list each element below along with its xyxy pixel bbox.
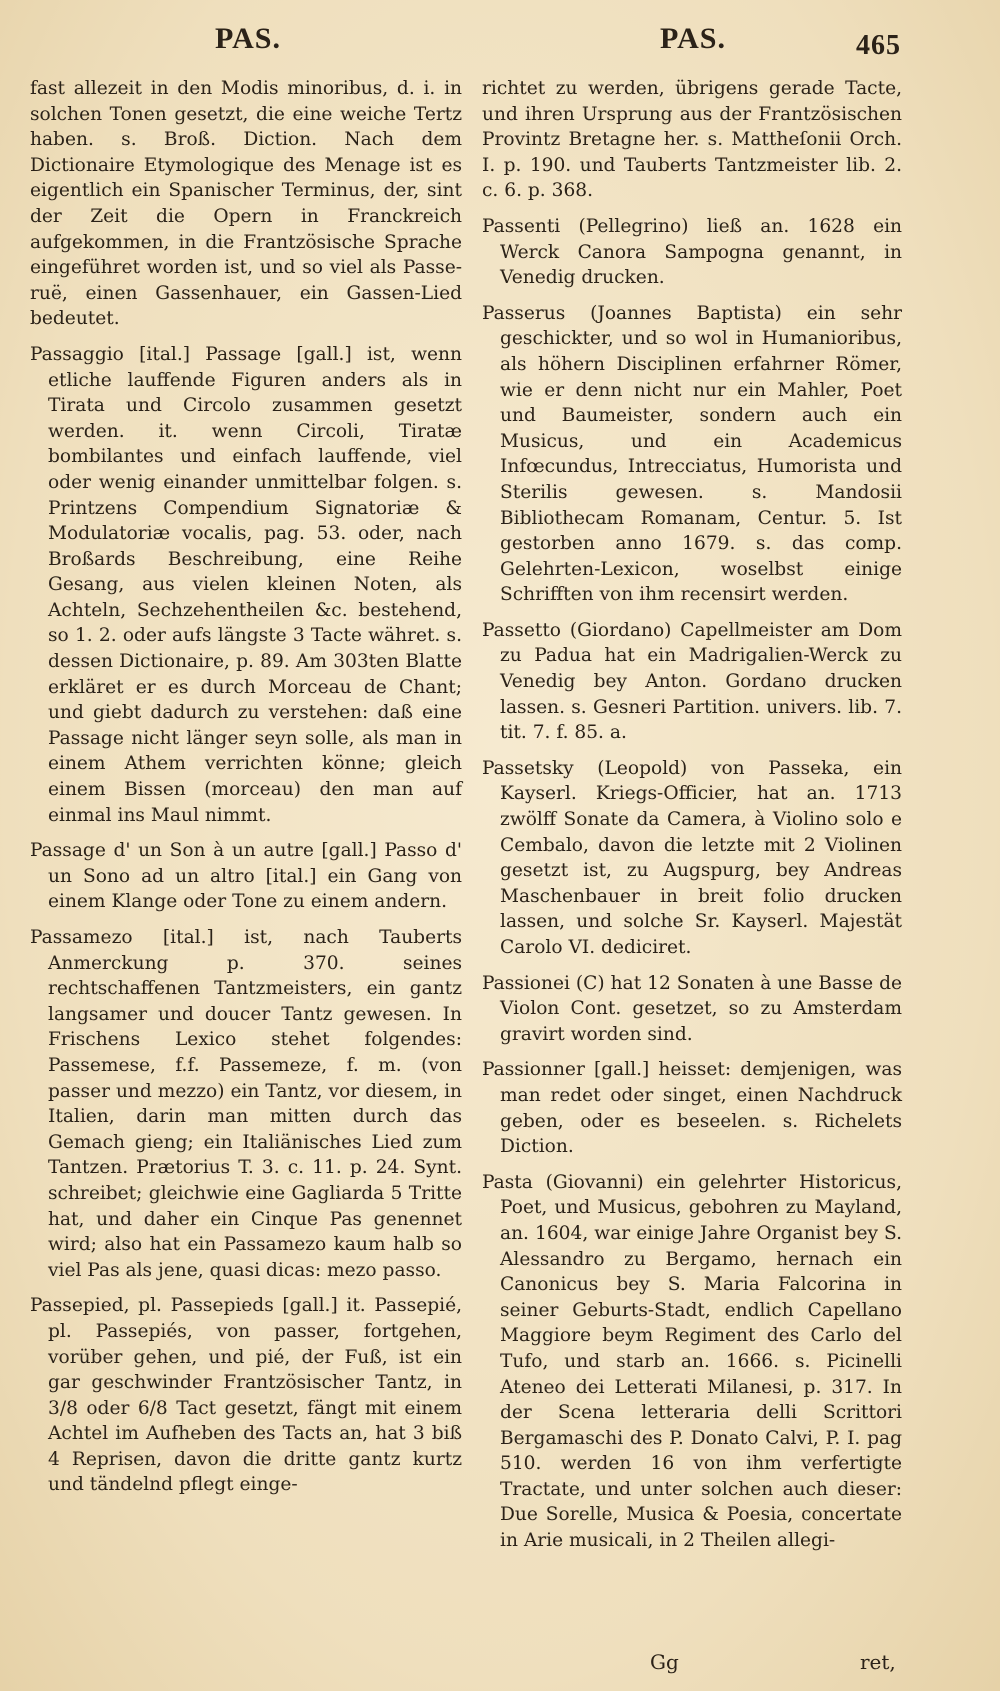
entry-passepied: Passepied, pl. Passepieds [gall.] it. Passepié, pl. Passepiés, von passer, fortgehen, vorüber gehen, und pié, der Fuß, ist ein gar geschwinder Frantzösischer Tantz, in 3/8 oder 6/8 Tact gesetzt, fängt mit einem Achtel im Aufheben des Tacts an, hat 3 biß 4 Reprisen, davon die dritte gantz kurtz und tändelnd pflegt einge- xyxy=(30,1295,462,1496)
entry-passionner: Passionner [gall.] heisset: demjenigen, was man redet oder singet, einen Nachdruck geben, oder es beseelen. s. Richelets Diction. xyxy=(482,1059,902,1158)
entry-pasta: Pasta (Giovanni) ein gelehrter Historicus, Poet, und Musicus, gebohren zu Mayland, an. 1604, war einige Jahre Organist bey S. Alessandro zu Bergamo, hernach ein Canonicus bey S. Maria Falcorina in seiner Geburts-Stadt, endlich Capellano Maggiore beym Regiment des Carlo del Tufo, und starb an. 1666. s. Picinelli Ateneo dei Letterati Milanesi, p. 317. In der Scena letteraria delli Scrittori Bergamaschi des P. Donato Calvi, P. I. pag 510. werden 16 von ihm verfertigte Tractate, und unter solchen auch dieser: Due Sorelle, Musica & Poesia, concertate in Arie musicali, in 2 Theilen allegi- xyxy=(482,1171,902,1552)
entry-continuation: fast allezeit in den Modis minoribus, d. i. in solchen Tonen gesetzt, die eine weiche Tertz haben. s. Broß. Diction. Nach dem Dictionaire Etymologique des Menage ist es eigentlich ein Spanischer Terminus, der, sint der Zeit die Opern in Franckreich aufgekommen, in die Frantzösische Sprache eingeführet worden ist, und so viel als Passe-ruë, einen Gassenhauer, ein Gassen-Lied bedeutet. xyxy=(30,78,462,330)
entry-passetto: Passetto (Giordano) Capellmeister am Dom zu Padua hat ein Madrigalien-Werck zu Venedig bey Anton. Gordano drucken lassen. s. Gesneri Partition. univers. lib. 7. tit. 7. f. 85. a. xyxy=(482,619,902,744)
running-head-left: PAS. xyxy=(215,22,281,55)
page-number: 465 xyxy=(856,30,901,61)
right-column xyxy=(482,76,902,1564)
entry-passamezo: Passamezo [ital.] ist, nach Tauberts Anmerckung p. 370. seines rechtschaffenen Tantzmeisters, ein gantz langsamer und doucer Tantz gewesen. In Frischens Lexico stehet folgendes: Passemese, f.f. Passemeze, f. m. (von passer und mezzo) ein Tantz, vor diesem, in Italien, darin man mitten durch das Gemach gieng; ein Italiänisches Lied zum Tantzen. Prætorius T. 3. c. 11. p. 24. Synt. schreibet; gleichwie eine Gagliarda 5 Tritte hat, und daher ein Cinque Pas genennet wird; also hat ein Passamezo kaum halb so viel Pas als jene, quasi dicas: mezo passo. xyxy=(30,927,462,1281)
entry-passenti: Passenti (Pellegrino) ließ an. 1628 ein Werck Canora Sampogna genannt, in Venedig drucken. xyxy=(482,215,902,289)
entry-passionei: Passionei (C) hat 12 Sonaten à une Basse de Violon Cont. gesetzet, so zu Amsterdam gravirt worden sind. xyxy=(482,972,902,1045)
left-column xyxy=(30,76,462,1508)
signature-mark: Gg xyxy=(650,1650,679,1674)
entry-passetsky: Passetsky (Leopold) von Passeka, ein Kayserl. Kriegs-Officier, hat an. 1713 zwölff Sonate da Camera, à Violino solo e Cembalo, davon die letzte mit 2 Violinen gesetzt ist, zu Augspurg, bey Andreas Maschenbauer in breit folio drucken lassen, und solche Sr. Kayserl. Majestät Carolo VI. dediciret. xyxy=(482,757,902,958)
entry-passage-d-un-son: Passage d' un Son à un autre [gall.] Passo d' un Sono ad un altro [ital.] ein Gang von einem Klange oder Tone zu einem andern. xyxy=(30,840,462,913)
entry-continuation: richtet zu werden, übrigens gerade Tacte, und ihren Ursprung aus der Frantzösischen Provintz Bretagne her. s. Mattheſonii Orch. I. p. 190. und Tauberts Tantzmeister lib. 2. c. 6. p. 368. xyxy=(482,78,902,202)
entry-passaggio: Passaggio [ital.] Passage [gall.] ist, wenn etliche lauffende Figuren anders als in Tirata und Circolo zusammen gesetzt werden. it. wenn Circoli, Tiratæ bombilantes und einfach lauffende, viel oder wenig einander unmittelbar folgen. s. Printzens Compendium Signatoriæ & Modulatoriæ vocalis, pag. 53. oder, nach Broßards Beschreibung, eine Reihe Gesang, aus vielen kleinen Noten, als Achteln, Sechzehentheilen &c. bestehend, so 1. 2. oder aufs längste 3 Tacte währet. s. dessen Dictionaire, p. 89. Am 303ten Blatte erkläret er es durch Morceau de Chant; und giebt dadurch zu verstehen: daß eine Passage nicht länger seyn solle, als man in einem Athem verrichten könne; gleich einem Bissen (morceau) den man auf einmal ins Maul nimmt. xyxy=(30,343,462,826)
entry-passerus: Passerus (Joannes Baptista) ein sehr geschickter, und so wol in Humanioribus, als höhern Disciplinen erfahrner Römer, wie er denn nicht nur ein Mahler, Poet und Baumeister, sondern auch ein Musicus, und ein Academicus Infœcundus, Intrecciatus, Humorista und Sterilis gewesen. s. Mandosii Bibliothecam Romanam, Centur. 5. Ist gestorben anno 1679. s. das comp. Gelehrten-Lexicon, woselbst einige Schrifften von ihm recensirt werden. xyxy=(482,302,902,606)
catchword: ret, xyxy=(860,1650,896,1674)
running-head-right: PAS. xyxy=(660,22,726,55)
